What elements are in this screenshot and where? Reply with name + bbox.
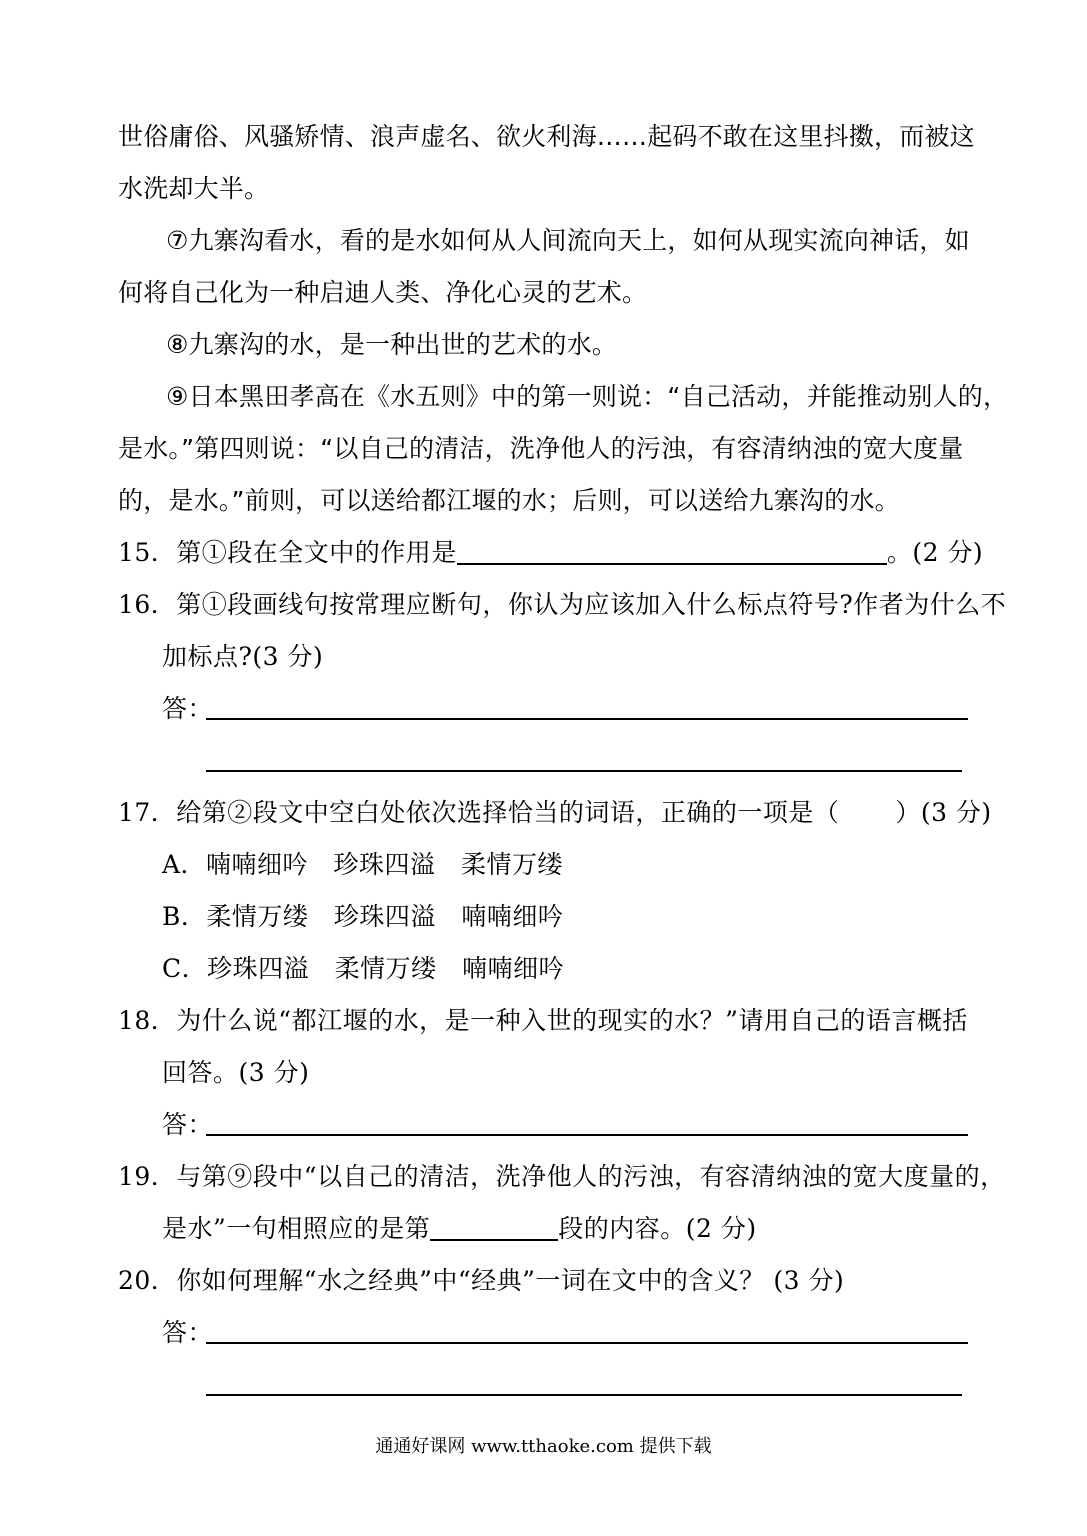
question-19: 19．与第⑨段中“以自己的清洁，洗净他人的污浊，有容清纳浊的宽大度量的， <box>118 1162 1006 1191</box>
option-c[interactable]: C．珍珠四溢 柔情万缕 喃喃细吟 <box>162 954 565 983</box>
question-17-score: ）(3 分) <box>895 798 992 827</box>
answer-line[interactable] <box>206 1394 962 1396</box>
answer-line[interactable] <box>206 1134 968 1136</box>
option-b[interactable]: B．柔情万缕 珍珠四溢 喃喃细吟 <box>162 902 564 931</box>
question-15-text: 15．第①段在全文中的作用是 <box>118 538 457 567</box>
paragraph-9: ⑨日本黑田孝高在《水五则》中的第一则说：“自己活动，并能推动别人的， <box>166 382 1009 411</box>
answer-line[interactable] <box>206 718 968 720</box>
answer-label: 答： <box>162 1110 214 1139</box>
question-20: 20．你如何理解“水之经典”中“经典”一词在文中的含义？ (3 分) <box>118 1266 845 1295</box>
question-19-cont <box>162 1212 757 1246</box>
answer-label: 答： <box>162 1318 214 1347</box>
question-15 <box>118 536 983 570</box>
passage-line: 水洗却大半。 <box>118 174 270 203</box>
question-16: 16．第①段画线句按常理应断句，你认为应该加入什么标点符号?作者为什么不 <box>118 590 1007 619</box>
answer-line[interactable] <box>206 770 962 772</box>
question-17-text: 17．给第②段文中空白处依次选择恰当的词语，正确的一项是（ <box>118 798 840 827</box>
paragraph-9-cont: 是水。”第四则说：“以自己的清洁，洗净他人的污浊，有容清纳浊的宽大度量 <box>118 434 964 463</box>
answer-line[interactable] <box>206 1342 968 1344</box>
question-18-cont: 回答。(3 分) <box>162 1058 310 1087</box>
question-15-score: 。(2 分) <box>886 538 984 567</box>
question-19-text: 是水”一句相照应的是第 <box>162 1214 431 1243</box>
paragraph-9-cont: 的，是水。”前则，可以送给都江堰的水；后则，可以送给九寨沟的水。 <box>118 486 900 515</box>
paragraph-7-cont: 何将自己化为一种启迪人类、净化心灵的艺术。 <box>118 278 648 307</box>
answer-label: 答： <box>162 694 214 723</box>
passage-line: 世俗庸俗、风骚矫情、浪声虚名、欲火利海……起码不敢在这里抖擞，而被这 <box>118 122 975 151</box>
paragraph-7: ⑦九寨沟看水，看的是水如何从人间流向天上，如何从现实流向神话，如 <box>166 226 970 255</box>
answer-blank[interactable] <box>457 537 887 565</box>
answer-blank[interactable] <box>430 1213 558 1241</box>
page-footer: 通通好课网 www.tthaoke.com 提供下载 <box>375 1436 712 1457</box>
question-18: 18．为什么说“都江堰的水，是一种入世的现实的水？”请用自己的语言概括 <box>118 1006 968 1035</box>
paragraph-8: ⑧九寨沟的水，是一种出世的艺术的水。 <box>166 330 618 359</box>
question-19-score: 段的内容。(2 分) <box>558 1214 757 1243</box>
question-17 <box>118 796 992 830</box>
question-16-cont: 加标点?(3 分) <box>162 642 324 671</box>
option-a[interactable]: A．喃喃细吟 珍珠四溢 柔情万缕 <box>162 850 564 879</box>
